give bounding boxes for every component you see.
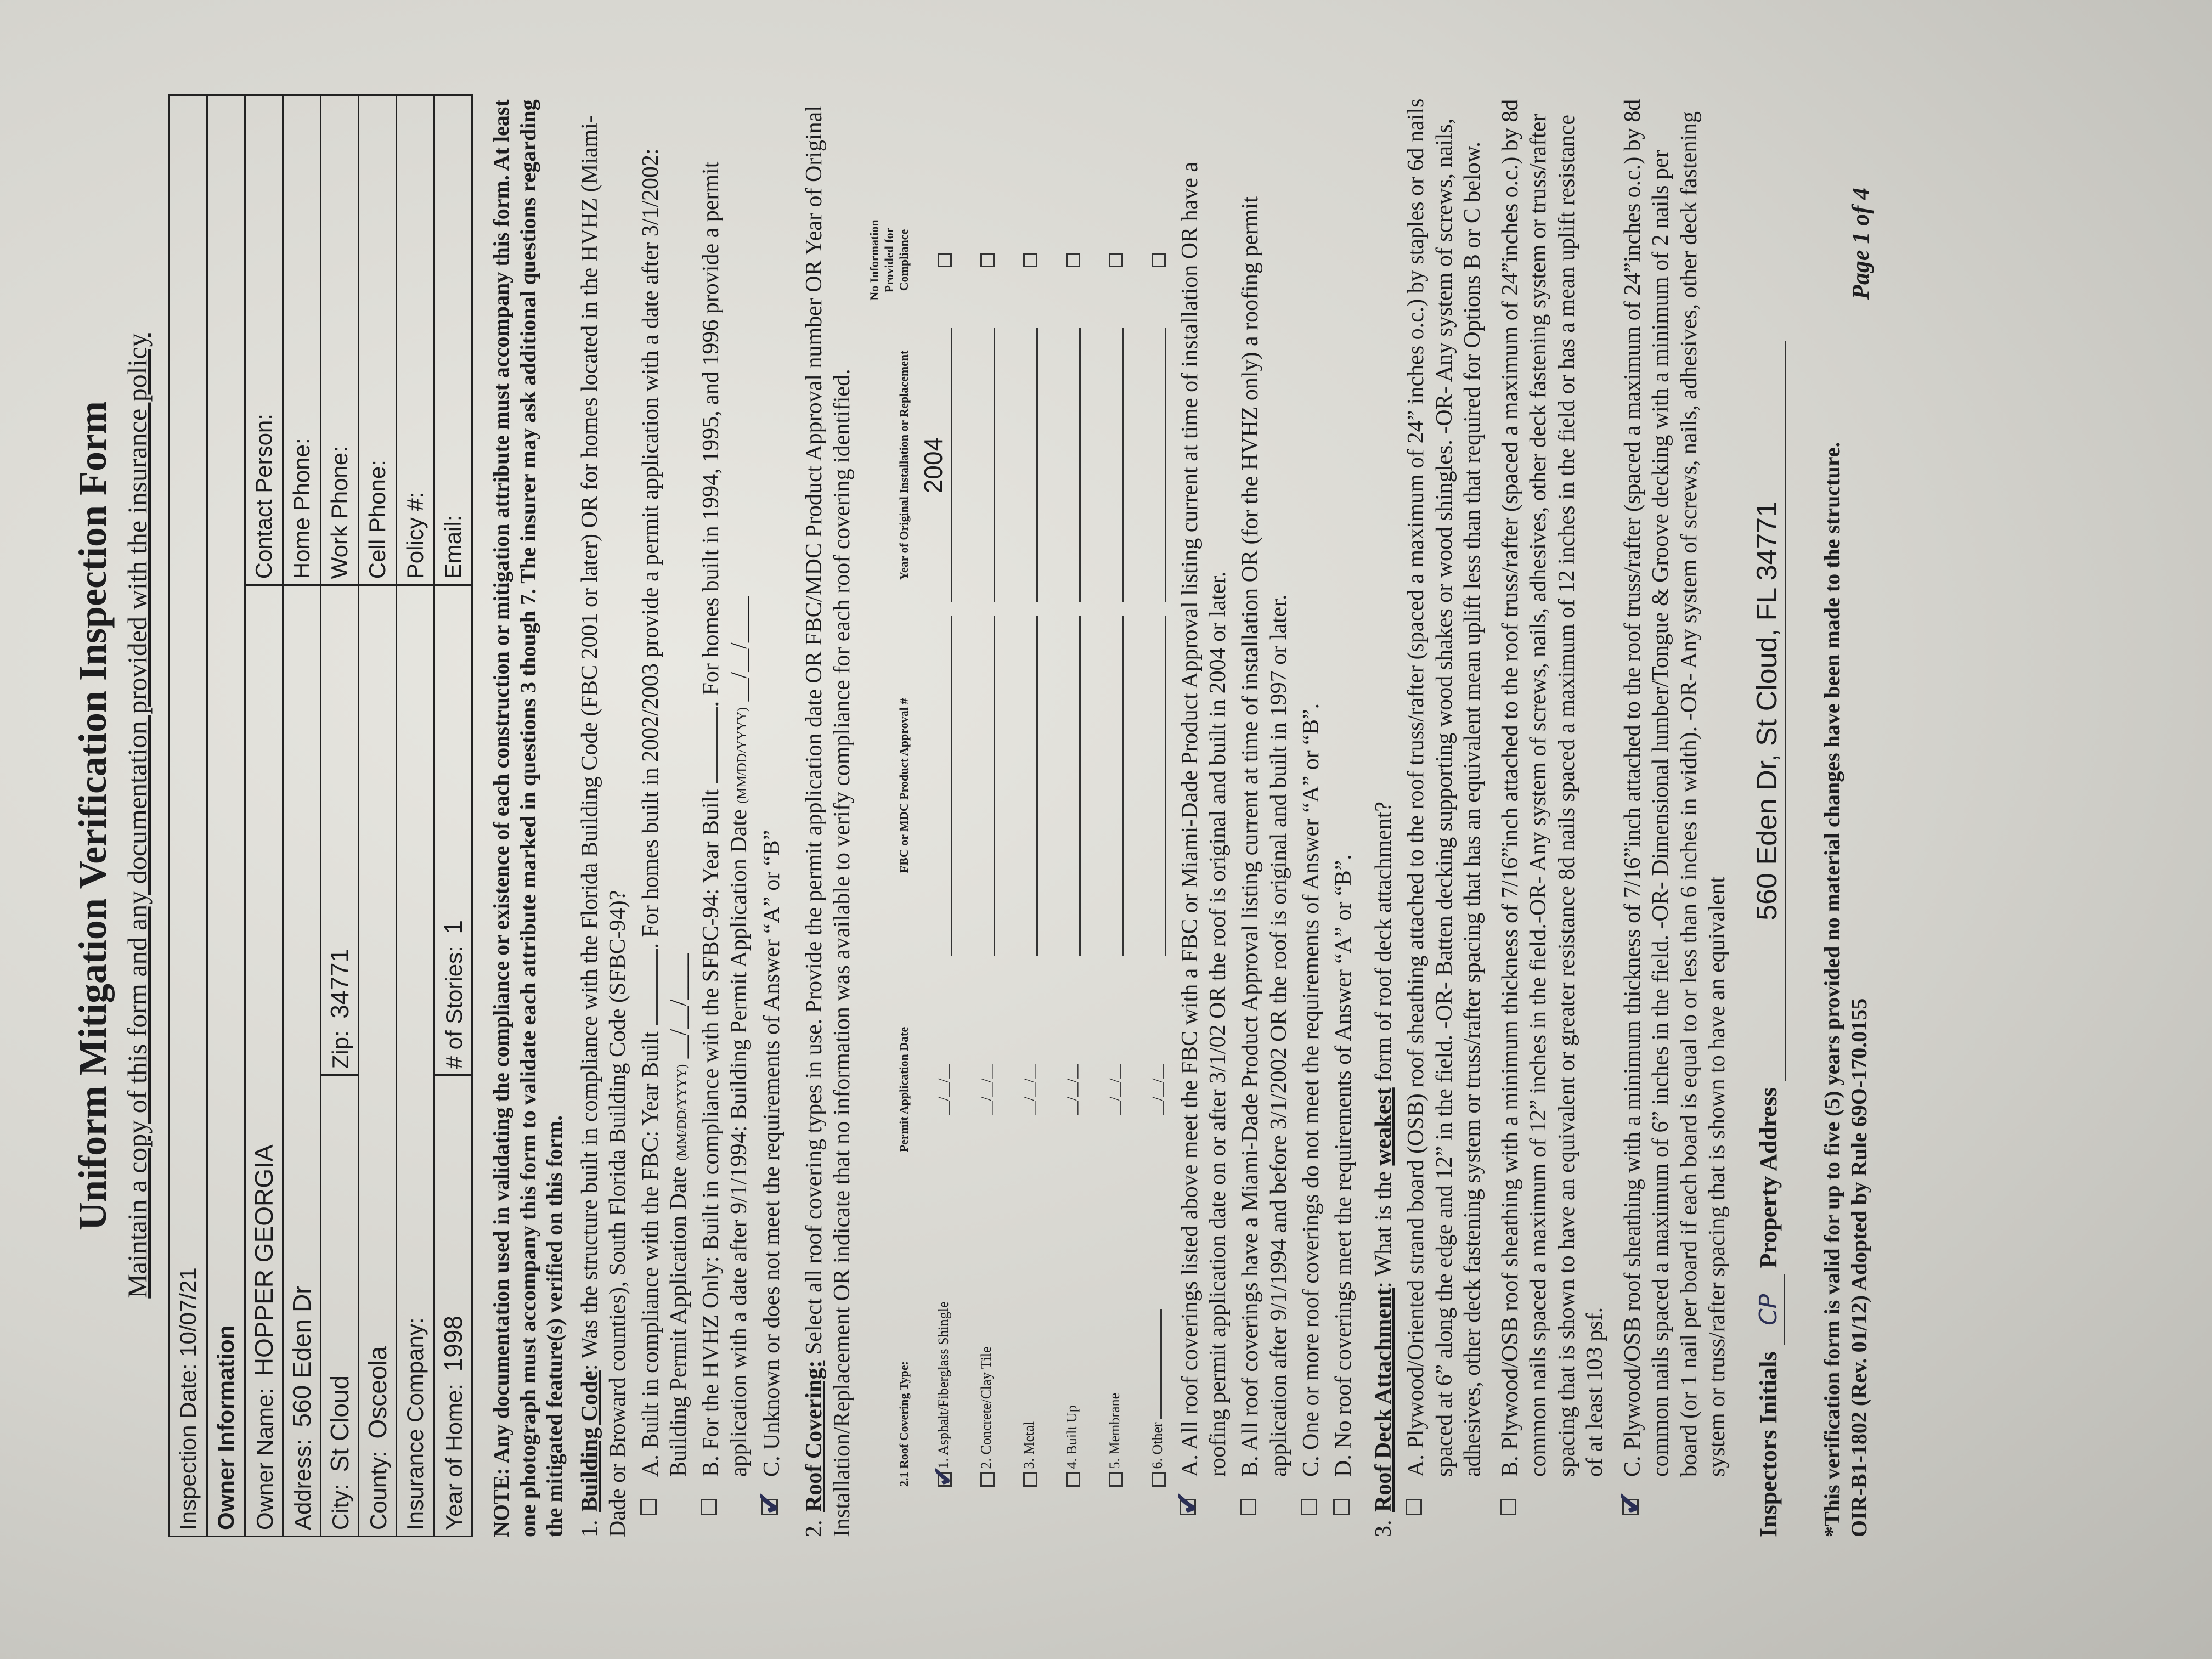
note-paragraph: NOTE: Any documentation used in validating the compliance or existence of each construction or mitigation attribute must accompany this form. At least one photograph must accompany this form to validate each attribute marked in questions 3 though 7. The insurer may ask additional questions regarding the mitigated feature(s) verified on this form. [488, 99, 567, 1537]
q2-option-b: B. All roof coverings have a Miami-Dade Product Approval listing current at time of installation OR (for the HVHZ only) a roofing permit application after 9/1/1994 and before 3/1/2002 OR the roof is original and built in 1997 or later. [1237, 94, 1293, 1537]
q3-a-checkbox[interactable] [1406, 1499, 1422, 1515]
contact-person-cell: Contact Person: [245, 95, 283, 585]
roof-row-membrane: 5. Membrane __/__/__ [1085, 199, 1128, 1493]
year-of-home-value: 1998 [438, 1316, 467, 1372]
question-1: 1.Building Code: Was the structure built in compliance with the Florida Building Code (FBC 2001 or later) OR for homes located in the HVHZ (Miami-Dade or Broward counties), South Florida Building Code (SFBC-94)? [577, 115, 631, 1537]
roof-row-other: 6. Other __/__/__ [1128, 199, 1171, 1493]
year-line[interactable] [918, 328, 952, 602]
fbc-approval-line[interactable] [1054, 616, 1081, 956]
no-info-checkbox[interactable] [1023, 253, 1037, 267]
permit-date-blank[interactable]: __/__/__ [1064, 1064, 1080, 1115]
q1-a-checkbox[interactable] [640, 1499, 657, 1515]
permit-date-blank[interactable]: __/__/__ [978, 1064, 995, 1115]
year-line[interactable] [1139, 328, 1166, 602]
roof-year-value: 2004 [918, 437, 947, 494]
q2-option-c: C. One or more roof coverings do not meet the requirements of Answer “A” or “B”. [1297, 94, 1325, 1537]
q2-option-d: D. No roof coverings meet the requirements of Answer “A” or “B”. [1330, 94, 1358, 1537]
q3-c-checkbox-checked[interactable] [1622, 1499, 1639, 1515]
roof-row-asphalt: ✔ 1. Asphalt/Fiberglass Shingle __/__/__ 2004 [914, 199, 957, 1493]
address-value: 560 Eden Dr [287, 1285, 316, 1427]
roof-row-built-up: 4. Built Up __/__/__ [1042, 199, 1085, 1493]
q3-option-b: B. Plywood/OSB roof sheathing with a minimum thickness of 7/16”inch attached to the roof truss/rafter (spaced a maximum of 24”inches o.c.) by 8d common nails spaced a maximum of 12” inches in the field.-OR- Any system of screws, nails, adhesives, other deck fastening system or truss/rafter spacing that is shown to have an equivalent or greater resistance 8d nails spaced a maximum of 12 inches in the field or has a mean uplift resistance of at least 103 psf. [1497, 94, 1609, 1537]
fbc-approval-line[interactable] [1097, 616, 1124, 956]
owner-info-heading: Owner Information [207, 95, 245, 1537]
q1-heading: Building Code [577, 1370, 603, 1512]
year-line[interactable] [1054, 328, 1081, 602]
q2-d-checkbox[interactable] [1333, 1499, 1350, 1515]
no-info-checkbox[interactable] [980, 253, 995, 267]
q1-a-date-blank[interactable]: __/__/____ [665, 953, 691, 1059]
no-info-checkbox[interactable] [1152, 253, 1166, 267]
no-info-checkbox[interactable] [938, 253, 952, 267]
roof-type-checkbox[interactable] [1152, 1472, 1166, 1487]
city-cell: City: St Cloud [320, 1075, 358, 1537]
q1-b-date-blank[interactable]: __/__/____ [726, 596, 752, 702]
no-info-checkbox[interactable] [1109, 253, 1123, 267]
fbc-approval-line[interactable] [1011, 616, 1038, 956]
owner-name-cell: Owner Name: HOPPER GEORGIA [245, 585, 283, 1537]
owner-info-table [168, 94, 473, 1537]
county-cell: County: Osceola [358, 585, 396, 1537]
other-type-blank[interactable] [1148, 1309, 1162, 1419]
q2-a-checkbox-checked[interactable] [1180, 1499, 1196, 1515]
roof-type-checkbox-checked[interactable] [938, 1472, 952, 1487]
inspection-form-page [47, 12, 2165, 1647]
validity-note: *This verification form is valid for up to five (5) years provided no material changes have been made to the structure. [1820, 442, 1845, 1537]
year-line[interactable] [1011, 328, 1038, 602]
q3-b-checkbox[interactable] [1500, 1499, 1516, 1515]
fbc-approval-line[interactable] [1139, 616, 1166, 956]
roof-covering-table: 2.1 Roof Covering Type: Permit Application Date FBC or MDC Product Approval # Year of Original Installation or Replacement No Information Provided for Compliance ✔ 1. Asphalt/Fiberglass Shingle __/__/__ 2004 2. Concrete/Clay Tile __/__/__ 3. Metal __/__/__ 4. Built Up __/__/__ 5. Membrane __/__/__ 6. Other __/__/__ [865, 199, 1170, 1493]
q1-option-b: B. For the HVHZ Only: Built in compliance with the SFBC-94: Year Built . For homes built in 1994, 1995, and 1996 provide a permit application with a date after 9/1/1994: Building Permit Application Date (MM/DD/YYYY) __/__/____ [697, 94, 753, 1537]
q2-b-checkbox[interactable] [1240, 1499, 1256, 1515]
year-of-home-cell: Year of Home: 1998 [434, 1075, 472, 1537]
stories-cell: # of Stories: 1 [434, 585, 472, 1075]
home-phone-cell: Home Phone: [283, 95, 320, 585]
question-2: 2.Roof Covering: Select all roof covering types in use. Provide the permit application date OR FBC/MDC Product Approval number OR Year of Original Installation/Replacement OR indicate that no information was available to verify compliance for each roof covering identified. [801, 105, 855, 1537]
roof-row-metal: 3. Metal __/__/__ [1000, 199, 1042, 1493]
q1-c-checkbox-checked[interactable] [761, 1499, 778, 1515]
roof-type-checkbox[interactable] [1066, 1472, 1080, 1487]
q1-a-year-blank[interactable] [637, 949, 658, 1026]
question-3: 3.Roof Deck Attachment: What is the weakest form of roof deck attachment? [1371, 801, 1397, 1537]
q3-option-a: A. Plywood/Oriented strand board (OSB) roof sheathing attached to the roof truss/rafter (spaced a maximum of 24” inches o.c.) by staples or 6d nails spaced at 6” along the edge and 12” in the field. -OR- Batten decking supporting wood shakes or wood shingles. -OR- Any system of screws, nails, adhesives, other deck fastening system or truss/rafter spacing that has an equivalent mean uplift less than that required for Options B or C below. [1402, 94, 1487, 1537]
roof-row-tile: 2. Concrete/Clay Tile __/__/__ [957, 199, 1000, 1493]
q1-b-year-blank[interactable] [698, 707, 718, 784]
roof-type-checkbox[interactable] [980, 1472, 995, 1487]
q3-option-c: ✔ C. Plywood/OSB roof sheathing with a minimum thickness of 7/16”inch attached to the roof truss/rafter (spaced a maximum of 24”inches o.c.) by 8d common nails spaced a maximum of 6” inches in the field. -OR- Dimensional lumber/Tongue & Groove decking with a minimum of 2 nails per board (or 1 nail per board if each board is equal to or less than 6 inches in width). -OR- Any system of screws, nails, adhesives, other deck fastening system or truss/rafter spacing that is shown to have an equivalent [1619, 94, 1731, 1537]
form-title: Uniform Mitigation Verification Inspection Form [71, 401, 115, 1231]
inspection-date-cell: Inspection Date: 10/07/21 [169, 95, 207, 1537]
policy-cell: Policy #: [396, 95, 434, 585]
address-cell: Address: 560 Eden Dr [283, 585, 320, 1537]
form-subtitle: Maintain a copy of this form and any documentation provided with the insurance policy [121, 333, 153, 1299]
stories-value: 1 [438, 920, 467, 934]
year-line[interactable] [1097, 328, 1124, 602]
cell-phone-cell: Cell Phone: [358, 95, 396, 585]
fbc-approval-line[interactable] [968, 616, 995, 956]
permit-date-blank[interactable]: __/__/__ [935, 1064, 952, 1115]
inspector-initials-value: CP [1754, 1274, 1785, 1345]
q1-option-c: ✔ C. Unknown or does not meet the requirements of Answer “A” or “B” [758, 94, 786, 1537]
roof-type-checkbox[interactable] [1109, 1472, 1123, 1487]
county-value: Osceola [363, 1346, 392, 1439]
inspector-signoff: Inspectors Initials CP Property Address 560 Eden Dr, St Cloud, FL 34771 [1750, 94, 1786, 1537]
year-line[interactable] [968, 328, 995, 602]
property-address-value: 560 Eden Dr, St Cloud, FL 34771 [1750, 341, 1786, 1081]
owner-name-value: HOPPER GEORGIA [249, 1144, 278, 1376]
permit-date-blank[interactable]: __/__/__ [1149, 1064, 1166, 1115]
q3-heading: Roof Deck Attachment [1371, 1288, 1397, 1512]
q1-option-a: A. Built in compliance with the FBC: Year Built . For homes built in 2002/2003 provide a permit application with a date after 3/1/2002: Building Permit Application Date (MM/DD/YYYY) __/__/____ [637, 94, 693, 1537]
fbc-approval-line[interactable] [926, 616, 952, 956]
email-cell: Email: [434, 95, 472, 585]
page-number: Page 1 of 4 [1847, 188, 1875, 300]
q2-c-checkbox[interactable] [1301, 1499, 1317, 1515]
q2-option-a: ✔ A. All roof coverings listed above meet the FBC with a FBC or Miami-Dade Product Approval listing current at time of installation OR have a roofing permit application date on or after 3/1/02 OR the roof is original and built in 2004 or later. [1176, 94, 1232, 1537]
no-info-checkbox[interactable] [1066, 253, 1080, 267]
permit-date-blank[interactable]: __/__/__ [1021, 1064, 1037, 1115]
zip-value: 34771 [325, 948, 354, 1019]
zip-cell: Zip: 34771 [320, 585, 358, 1075]
city-value: St Cloud [325, 1375, 354, 1472]
permit-date-blank[interactable]: __/__/__ [1107, 1064, 1123, 1115]
q1-b-checkbox[interactable] [701, 1499, 717, 1515]
rule-line: OIR-B1-1802 (Rev. 01/12) Adopted by Rule 69O-170.0155 Page 1 of 4 [1846, 94, 1873, 1537]
inspection-date-value: 10/07/21 [175, 1267, 201, 1357]
insurance-company-cell: Insurance Company: [396, 585, 434, 1537]
q2-heading: Roof Covering: [801, 1360, 827, 1512]
work-phone-cell: Work Phone: [320, 95, 358, 585]
roof-type-checkbox[interactable] [1023, 1472, 1037, 1487]
